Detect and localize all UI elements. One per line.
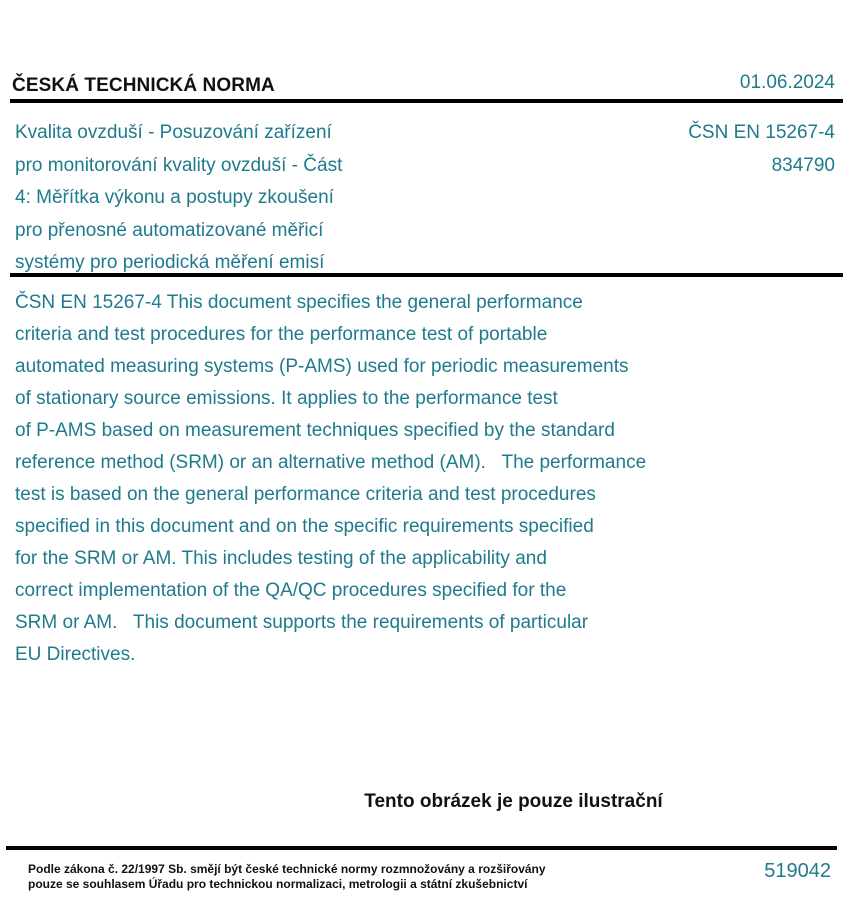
title-rule xyxy=(10,273,843,277)
abstract-line: specified in this document and on the specific requirements specified xyxy=(15,516,594,537)
legal-line: Podle zákona č. 22/1997 Sb. smějí být české technické normy rozmnožovány a rozšiřovány xyxy=(28,862,546,876)
abstract-line: test is based on the general performance criteria and test procedures xyxy=(15,484,596,505)
abstract-line: ČSN EN 15267-4 This document specifies the general performance xyxy=(15,292,583,313)
abstract-line: of P-AMS based on measurement techniques specified by the standard xyxy=(15,420,615,441)
legal-notice xyxy=(28,862,546,892)
title-line: Kvalita ovzduší - Posuzování zařízení xyxy=(15,122,332,143)
series-title: ČESKÁ TECHNICKÁ NORMA xyxy=(12,75,275,96)
illustration-notice-text: Tento obrázek je pouze ilustrační xyxy=(364,791,663,812)
abstract-line: SRM or AM. This document supports the requirements of particular xyxy=(15,612,589,633)
document-title xyxy=(15,117,415,280)
standard-identifiers xyxy=(688,117,835,182)
classification-code: 834790 xyxy=(771,154,835,176)
abstract-line: correct implementation of the QA/QC procedures specified for the xyxy=(15,580,567,601)
standard-number: ČSN EN 15267-4 xyxy=(688,122,835,143)
legal-line: pouze se souhlasem Úřadu pro technickou normalizaci, metrologii a státní zkušebnictví xyxy=(28,877,528,891)
title-line: pro přenosné automatizované měřicí xyxy=(15,219,324,241)
abstract-line: automated measuring systems (P-AMS) used for periodic measurements xyxy=(15,356,629,377)
title-line: systémy pro periodická měření emisí xyxy=(15,252,325,273)
header-rule xyxy=(10,99,843,103)
abstract-line: reference method (SRM) or an alternative method (AM). The performance xyxy=(15,452,647,473)
publication-date: 01.06.2024 xyxy=(739,72,835,93)
abstract-line: for the SRM or AM. This includes testing of the applicability and xyxy=(15,548,547,569)
illustration-notice xyxy=(0,791,865,813)
abstract-line: criteria and test procedures for the performance test of portable xyxy=(15,324,548,345)
title-line: pro monitorování kvality ovzduší - Část xyxy=(15,154,343,176)
footer-rule xyxy=(6,846,837,850)
abstract xyxy=(15,287,646,671)
abstract-line: EU Directives. xyxy=(15,644,136,665)
title-line: 4: Měřítka výkonu a postupy zkoušení xyxy=(15,187,334,208)
abstract-line: of stationary source emissions. It applies to the performance test xyxy=(15,388,558,409)
footer-code: 519042 xyxy=(764,860,831,882)
